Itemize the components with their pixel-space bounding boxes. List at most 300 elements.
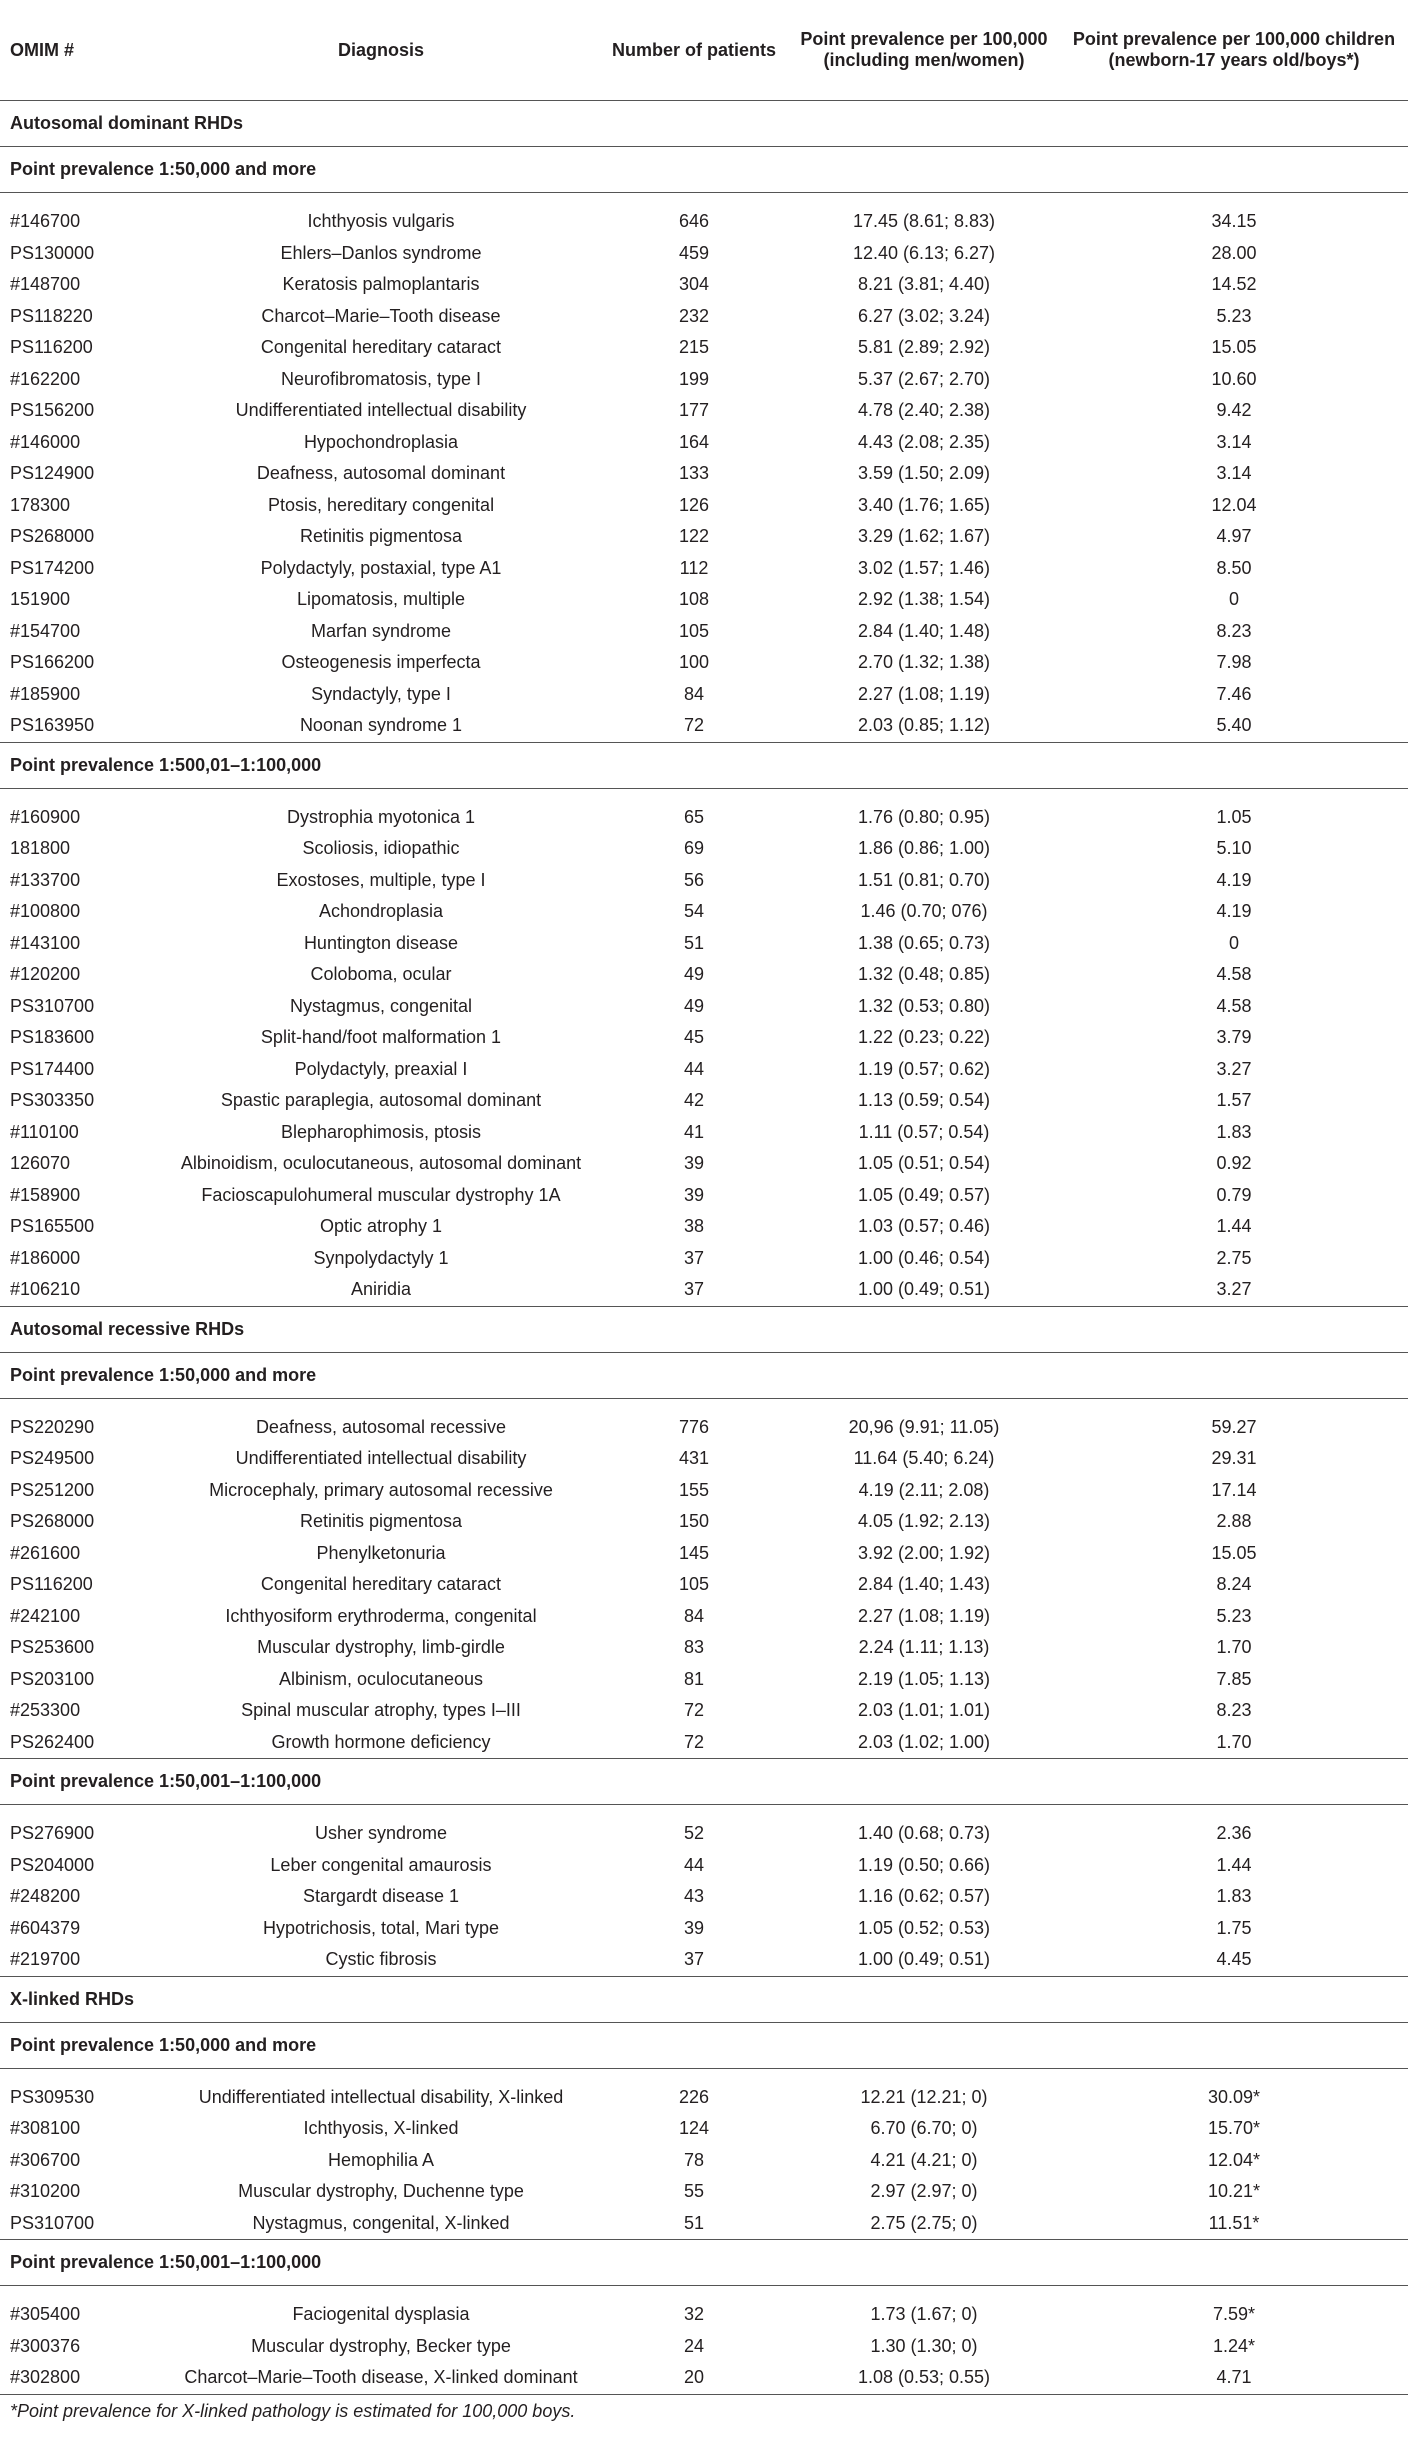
children-cell: 1.70 [1060, 1727, 1408, 1759]
prevalence-cell: 12.21 (12.21; 0) [860, 2086, 988, 2107]
table-row [0, 1632, 1408, 1664]
table-header [0, 0, 1408, 101]
table-row [0, 269, 1408, 301]
patients-cell: 43 [683, 1886, 705, 1907]
prevalence-cell: 1.00 (0.46; 0.54) [857, 1247, 991, 1268]
children-cell: 1.57 [1216, 1090, 1252, 1111]
patients-cell: 24 [683, 2335, 705, 2356]
omim-cell: #308100 [10, 2118, 81, 2139]
prevalence-cell: 1.32 (0.48; 0.85) [857, 964, 991, 985]
children-cell: 12.04* [1207, 2149, 1261, 2170]
prevalence-cell: 1.13 (0.59; 0.54) [857, 1090, 991, 1111]
omim-cell: PS262400 [0, 1727, 162, 1759]
header-patients: Number of patients [600, 0, 788, 101]
children-cell: 7.46 [1216, 683, 1252, 704]
table-row [0, 1148, 1408, 1180]
children-cell: 15.05 [1211, 1542, 1257, 1563]
prevalence-cell: 6.27 (3.02; 3.24) [857, 305, 991, 326]
table-row [0, 395, 1408, 427]
patients-cell: 42 [683, 1090, 705, 1111]
omim-cell: #604379 [10, 1917, 81, 1938]
table-row [0, 1944, 1408, 1976]
diagnosis-cell: Syndactyly, type I [311, 683, 451, 704]
children-cell: 4.19 [1216, 901, 1252, 922]
children-cell: 0 [1228, 932, 1239, 953]
header-children: Point prevalence per 100,000 children (newborn-17 years old/boys*) [1060, 0, 1408, 101]
patients-cell: 145 [678, 1542, 710, 1563]
omim-cell: #306700 [10, 2149, 81, 2170]
omim-cell: PS276900 [10, 1823, 95, 1844]
table-body [0, 101, 1408, 2395]
patients-cell: 776 [678, 1416, 710, 1437]
table-row [0, 1818, 1408, 1850]
children-cell: 30.09* [1207, 2086, 1261, 2107]
prevalence-cell: 1.19 (0.57; 0.62) [857, 1058, 991, 1079]
section-heading-row [0, 742, 1408, 788]
prevalence-cell: 5.37 (2.67; 2.70) [857, 368, 991, 389]
prevalence-cell: 1.86 (0.86; 1.00) [857, 838, 991, 859]
table-row [0, 1913, 1408, 1945]
patients-cell: 41 [683, 1121, 705, 1142]
table-row [0, 959, 1408, 991]
children-cell: 7.85 [1216, 1668, 1252, 1689]
diagnosis-cell: Retinitis pigmentosa [299, 1511, 463, 1532]
patients-cell: 155 [678, 1479, 710, 1500]
children-cell: 15.70* [1207, 2118, 1261, 2139]
patients-cell: 83 [683, 1637, 705, 1658]
footnote: *Point prevalence for X-linked pathology is estimated for 100,000 boys. [10, 2400, 576, 2421]
header-omim: OMIM # [0, 0, 162, 101]
prevalence-cell: 1.19 (0.50; 0.66) [857, 1854, 991, 1875]
patients-cell: 304 [678, 274, 710, 295]
children-cell: 4.71 [1060, 2362, 1408, 2394]
patients-cell: 37 [683, 1247, 705, 1268]
prevalence-cell: 2.70 (1.32; 1.38) [857, 652, 991, 673]
omim-cell: #300376 [10, 2335, 81, 2356]
diagnosis-cell: Hemophilia A [327, 2149, 435, 2170]
children-cell: 8.24 [1216, 1574, 1252, 1595]
patients-cell: 38 [683, 1216, 705, 1237]
section-spacer [0, 1805, 1408, 1819]
omim-cell: #106210 [0, 1274, 162, 1306]
prevalence-cell: 3.02 (1.57; 1.46) [857, 557, 991, 578]
prevalence-cell: 3.59 (1.50; 2.09) [857, 463, 991, 484]
patients-cell: 164 [678, 431, 710, 452]
table-row [0, 238, 1408, 270]
omim-cell: 178300 [10, 494, 71, 515]
children-cell: 28.00 [1211, 242, 1257, 263]
omim-cell: #248200 [10, 1886, 81, 1907]
diagnosis-cell: Coloboma, ocular [310, 964, 452, 985]
omim-cell: PS309530 [10, 2086, 95, 2107]
children-cell: 10.60 [1211, 368, 1257, 389]
diagnosis-cell: Undifferentiated intellectual disability, X-linked [198, 2086, 564, 2107]
table-row [0, 2208, 1408, 2240]
patients-cell: 84 [683, 1605, 705, 1626]
table-row [0, 2176, 1408, 2208]
children-cell: 11.51* [1060, 2208, 1408, 2240]
section-heading-row [0, 1352, 1408, 1398]
omim-cell: #120200 [10, 964, 81, 985]
diagnosis-cell: Ichthyosis, X-linked [303, 2118, 459, 2139]
omim-cell: PS253600 [10, 1637, 95, 1658]
omim-cell: PS268000 [10, 1511, 95, 1532]
omim-cell: #162200 [10, 368, 81, 389]
table-row [0, 521, 1408, 553]
omim-cell: #146000 [10, 431, 81, 452]
group-heading-row [0, 1976, 1408, 2022]
table-row [0, 1180, 1408, 1212]
table-row [0, 584, 1408, 616]
diagnosis-cell: Ptosis, hereditary congenital [267, 494, 495, 515]
section-spacer [0, 193, 1408, 207]
patients-cell: 431 [678, 1448, 710, 1469]
diagnosis-cell: Deafness, autosomal recessive [255, 1416, 507, 1437]
patients-cell: 459 [678, 242, 710, 263]
omim-cell: PS124900 [10, 463, 95, 484]
omim-cell: PS204000 [10, 1854, 95, 1875]
group-title: Autosomal dominant RHDs [0, 101, 1408, 147]
children-cell: 1.05 [1216, 806, 1252, 827]
diagnosis-cell: Undifferentiated intellectual disability [235, 400, 527, 421]
diagnosis-cell: Congenital hereditary cataract [260, 1574, 502, 1595]
prevalence-cell: 1.05 (0.49; 0.57) [857, 1184, 991, 1205]
prevalence-cell: 8.21 (3.81; 4.40) [857, 274, 991, 295]
section-title: Point prevalence 1:500,01–1:100,000 [0, 742, 1408, 788]
omim-cell: #100800 [10, 901, 81, 922]
table-row [0, 301, 1408, 333]
patients-cell: 112 [679, 557, 709, 578]
table-row [0, 865, 1408, 897]
prevalence-cell: 2.27 (1.08; 1.19) [857, 683, 991, 704]
omim-cell: #242100 [10, 1605, 81, 1626]
children-cell: 0.79 [1216, 1184, 1252, 1205]
diagnosis-cell: Muscular dystrophy, Duchenne type [238, 2181, 524, 2202]
omim-cell: PS220290 [10, 1416, 95, 1437]
header-diagnosis: Diagnosis [162, 0, 600, 101]
children-cell: 5.10 [1216, 838, 1252, 859]
header-prevalence: Point prevalence per 100,000 (including men/women) [788, 0, 1060, 101]
table-row [0, 458, 1408, 490]
section-spacer [0, 2286, 1408, 2300]
group-title: Autosomal recessive RHDs [0, 1306, 1408, 1352]
diagnosis-cell: Albinism, oculocutaneous [278, 1668, 484, 1689]
omim-cell: #186000 [10, 1247, 81, 1268]
prevalence-cell: 1.05 (0.52; 0.53) [857, 1917, 991, 1938]
prevalence-cell: 11.64 (5.40; 6.24) [853, 1448, 995, 1469]
omim-cell: PS303350 [10, 1090, 95, 1111]
table-row [0, 1117, 1408, 1149]
patients-cell: 55 [683, 2181, 705, 2202]
table-row [0, 1695, 1408, 1727]
omim-cell: #148700 [10, 274, 81, 295]
children-cell: 1.83 [1216, 1121, 1252, 1142]
table-row [0, 833, 1408, 865]
diagnosis-cell: Synpolydactyly 1 [313, 1247, 449, 1268]
omim-cell: PS249500 [10, 1448, 95, 1469]
diagnosis-cell: Hypochondroplasia [303, 431, 459, 452]
diagnosis-cell: Marfan syndrome [310, 620, 452, 641]
children-cell: 34.15 [1211, 211, 1257, 232]
children-cell: 5.23 [1216, 1605, 1252, 1626]
table-row [0, 1727, 1408, 1759]
diagnosis-cell: Blepharophimosis, ptosis [280, 1121, 482, 1142]
children-cell: 4.97 [1216, 526, 1252, 547]
children-cell: 5.40 [1060, 710, 1408, 742]
patients-cell: 54 [683, 901, 705, 922]
diagnosis-cell: Facioscapulohumeral muscular dystrophy 1A [201, 1184, 561, 1205]
diagnosis-cell: Keratosis palmoplantaris [282, 274, 480, 295]
table-row [0, 928, 1408, 960]
prevalence-cell: 1.05 (0.51; 0.54) [857, 1153, 991, 1174]
prevalence-cell: 2.03 (1.02; 1.00) [788, 1727, 1060, 1759]
section-title: Point prevalence 1:50,001–1:100,000 [0, 2240, 1408, 2286]
table-row [0, 1443, 1408, 1475]
section-spacer [0, 1398, 1408, 1412]
table-row [0, 332, 1408, 364]
table-row [0, 647, 1408, 679]
table-row [0, 427, 1408, 459]
omim-cell: #146700 [10, 211, 81, 232]
omim-cell: #160900 [10, 806, 81, 827]
diagnosis-cell: Spinal muscular atrophy, types I–III [241, 1700, 521, 1721]
diagnosis-cell: Exostoses, multiple, type I [276, 869, 486, 890]
patients-cell: 215 [678, 337, 710, 358]
patients-cell: 105 [678, 620, 710, 641]
omim-cell: #305400 [10, 2304, 81, 2325]
omim-cell: #110100 [10, 1121, 79, 1142]
diagnosis-cell: Undifferentiated intellectual disability [235, 1448, 527, 1469]
omim-cell: PS163950 [0, 710, 162, 742]
omim-cell: PS166200 [10, 652, 95, 673]
prevalence-cell: 6.70 (6.70; 0) [870, 2118, 978, 2139]
patients-cell: 646 [678, 211, 710, 232]
children-cell: 8.23 [1216, 1700, 1252, 1721]
prevalence-cell: 2.03 (1.01; 1.01) [857, 1700, 991, 1721]
omim-cell: PS310700 [10, 995, 95, 1016]
prevalence-cell: 2.24 (1.11; 1.13) [858, 1637, 990, 1658]
diagnosis-cell: Leber congenital amaurosis [270, 1854, 492, 1875]
table-row [0, 1274, 1408, 1306]
prevalence-cell: 1.08 (0.53; 0.55) [788, 2362, 1060, 2394]
children-cell: 8.23 [1216, 620, 1252, 641]
children-cell: 29.31 [1211, 1448, 1257, 1469]
diagnosis-cell: Charcot–Marie–Tooth disease, X-linked dominant [162, 2362, 600, 2394]
table-row [0, 1475, 1408, 1507]
prevalence-cell: 4.19 (2.11; 2.08) [858, 1479, 990, 1500]
patients-cell: 177 [678, 400, 710, 421]
patients-cell: 133 [678, 463, 710, 484]
omim-cell: PS156200 [10, 400, 95, 421]
table-row [0, 1022, 1408, 1054]
diagnosis-cell: Faciogenital dysplasia [292, 2304, 470, 2325]
children-cell: 8.50 [1216, 557, 1252, 578]
prevalence-cell: 4.78 (2.40; 2.38) [857, 400, 991, 421]
omim-cell: PS268000 [10, 526, 95, 547]
children-cell: 0.92 [1216, 1153, 1252, 1174]
prevalence-cell: 1.32 (0.53; 0.80) [857, 995, 991, 1016]
prevalence-cell: 2.27 (1.08; 1.19) [857, 1605, 991, 1626]
diagnosis-cell: Spastic paraplegia, autosomal dominant [220, 1090, 542, 1111]
children-cell: 7.59* [1212, 2304, 1256, 2325]
group-title: X-linked RHDs [0, 1976, 1408, 2022]
patients-cell: 69 [683, 838, 705, 859]
table-row [0, 991, 1408, 1023]
table-row [0, 1664, 1408, 1696]
omim-cell: PS116200 [10, 337, 93, 358]
patients-cell: 51 [600, 2208, 788, 2240]
section-heading-row [0, 147, 1408, 193]
children-cell: 7.98 [1216, 652, 1252, 673]
diagnosis-cell: Ichthyosiform erythroderma, congenital [225, 1605, 537, 1626]
diagnosis-cell: Deafness, autosomal dominant [256, 463, 506, 484]
table-row [0, 2145, 1408, 2177]
section-heading-row [0, 2022, 1408, 2068]
prevalence-cell: 1.16 (0.62; 0.57) [857, 1886, 991, 1907]
omim-cell: PS183600 [10, 1027, 95, 1048]
omim-cell: #185900 [10, 683, 81, 704]
omim-cell: #143100 [10, 932, 81, 953]
children-cell: 59.27 [1211, 1416, 1257, 1437]
diagnosis-cell: Congenital hereditary cataract [260, 337, 502, 358]
table-row [0, 2299, 1408, 2331]
patients-cell: 124 [678, 2118, 710, 2139]
table-row [0, 710, 1408, 742]
omim-cell: #310200 [10, 2181, 81, 2202]
patients-cell: 44 [683, 1854, 705, 1875]
table-row [0, 1054, 1408, 1086]
diagnosis-cell: Phenylketonuria [316, 1542, 446, 1563]
children-cell: 12.04 [1211, 494, 1257, 515]
diagnosis-cell: Polydactyly, preaxial I [294, 1058, 468, 1079]
patients-cell: 39 [683, 1153, 705, 1174]
prevalence-cell: 3.92 (2.00; 1.92) [857, 1542, 991, 1563]
omim-cell: #219700 [0, 1944, 162, 1976]
table-row [0, 1085, 1408, 1117]
diagnosis-cell: Split-hand/foot malformation 1 [260, 1027, 502, 1048]
table-row [0, 1881, 1408, 1913]
section-spacer [0, 788, 1408, 802]
table-row [0, 1569, 1408, 1601]
prevalence-cell: 2.92 (1.38; 1.54) [857, 589, 991, 610]
patients-cell: 20 [600, 2362, 788, 2394]
children-cell: 9.42 [1216, 400, 1252, 421]
patients-cell: 126 [678, 494, 710, 515]
omim-cell: #261600 [10, 1542, 81, 1563]
children-cell: 15.05 [1211, 337, 1257, 358]
section-title: Point prevalence 1:50,001–1:100,000 [0, 1759, 1408, 1805]
prevalence-cell: 2.03 (0.85; 1.12) [788, 710, 1060, 742]
prevalence-cell: 1.46 (0.70; 076) [860, 901, 988, 922]
children-cell: 4.58 [1216, 964, 1252, 985]
prevalence-cell: 1.40 (0.68; 0.73) [857, 1823, 991, 1844]
patients-cell: 39 [683, 1917, 705, 1938]
diagnosis-cell: Muscular dystrophy, limb-girdle [257, 1637, 505, 1658]
diagnosis-cell: Microcephaly, primary autosomal recessive [209, 1479, 553, 1500]
children-cell: 4.45 [1060, 1944, 1408, 1976]
section-heading-row [0, 1759, 1408, 1805]
prevalence-cell: 1.00 (0.49; 0.51) [788, 1274, 1060, 1306]
prevalence-cell: 4.43 (2.08; 2.35) [857, 431, 991, 452]
prevalence-cell: 17.45 (8.61; 8.83) [852, 211, 996, 232]
omim-cell: 126070 [10, 1153, 71, 1174]
children-cell: 2.88 [1216, 1511, 1252, 1532]
section-heading-row [0, 2240, 1408, 2286]
prevalence-cell: 1.73 (1.67; 0) [870, 2304, 978, 2325]
table-row [0, 1506, 1408, 1538]
patients-cell: 49 [683, 995, 705, 1016]
patients-cell: 51 [683, 932, 705, 953]
children-cell: 3.14 [1216, 431, 1252, 452]
patients-cell: 39 [683, 1184, 705, 1205]
diagnosis-cell: Dystrophia myotonica 1 [286, 806, 476, 827]
table-row [0, 1412, 1408, 1444]
diagnosis-cell: Usher syndrome [314, 1823, 448, 1844]
children-cell: 10.21* [1207, 2181, 1261, 2202]
diagnosis-cell: Polydactyly, postaxial, type A1 [260, 557, 502, 578]
section-title: Point prevalence 1:50,000 and more [0, 147, 1408, 193]
prevalence-cell: 20,96 (9.91; 11.05) [848, 1416, 1000, 1437]
section-title: Point prevalence 1:50,000 and more [0, 2022, 1408, 2068]
omim-cell: #133700 [10, 869, 81, 890]
children-cell: 3.14 [1216, 463, 1252, 484]
table-row [0, 2113, 1408, 2145]
omim-cell: 181800 [10, 838, 71, 859]
diagnosis-cell: Retinitis pigmentosa [299, 526, 463, 547]
children-cell: 0 [1228, 589, 1239, 610]
omim-cell: PS310700 [0, 2208, 162, 2240]
patients-cell: 226 [678, 2086, 710, 2107]
diagnosis-cell: Osteogenesis imperfecta [281, 652, 481, 673]
omim-cell: PS251200 [10, 1479, 95, 1500]
diagnosis-cell: Ichthyosis vulgaris [307, 211, 455, 232]
patients-cell: 56 [683, 869, 705, 890]
children-cell: 1.83 [1216, 1886, 1252, 1907]
group-heading-row [0, 1306, 1408, 1352]
children-cell: 1.75 [1216, 1917, 1252, 1938]
table-row [0, 553, 1408, 585]
diagnosis-cell: Achondroplasia [318, 901, 444, 922]
patients-cell: 44 [683, 1058, 705, 1079]
omim-cell: #302800 [0, 2362, 162, 2394]
children-cell: 1.44 [1216, 1216, 1252, 1237]
diagnosis-cell: Optic atrophy 1 [319, 1216, 443, 1237]
diagnosis-cell: Nystagmus, congenital [289, 995, 473, 1016]
diagnosis-cell: Scoliosis, idiopathic [302, 838, 460, 859]
table-row [0, 2331, 1408, 2363]
patients-cell: 84 [683, 683, 705, 704]
omim-cell: PS118220 [10, 305, 93, 326]
diagnosis-cell: Growth hormone deficiency [162, 1727, 600, 1759]
patients-cell: 45 [683, 1027, 705, 1048]
table-row [0, 1601, 1408, 1633]
patients-cell: 81 [683, 1668, 705, 1689]
children-cell: 17.14 [1211, 1479, 1257, 1500]
prevalence-cell: 2.84 (1.40; 1.48) [857, 620, 991, 641]
omim-cell: PS130000 [10, 242, 95, 263]
prevalence-cell: 4.21 (4.21; 0) [870, 2149, 978, 2170]
diagnosis-cell: Nystagmus, congenital, X-linked [162, 2208, 600, 2240]
patients-cell: 32 [683, 2304, 705, 2325]
omim-cell: PS165500 [10, 1216, 95, 1237]
patients-cell: 122 [678, 526, 710, 547]
table-row [0, 1850, 1408, 1882]
children-cell: 5.23 [1216, 305, 1252, 326]
prevalence-cell: 1.11 (0.57; 0.54) [858, 1121, 990, 1142]
prevalence-cell: 2.19 (1.05; 1.13) [857, 1668, 991, 1689]
patients-cell: 37 [600, 1274, 788, 1306]
patients-cell: 72 [600, 1727, 788, 1759]
